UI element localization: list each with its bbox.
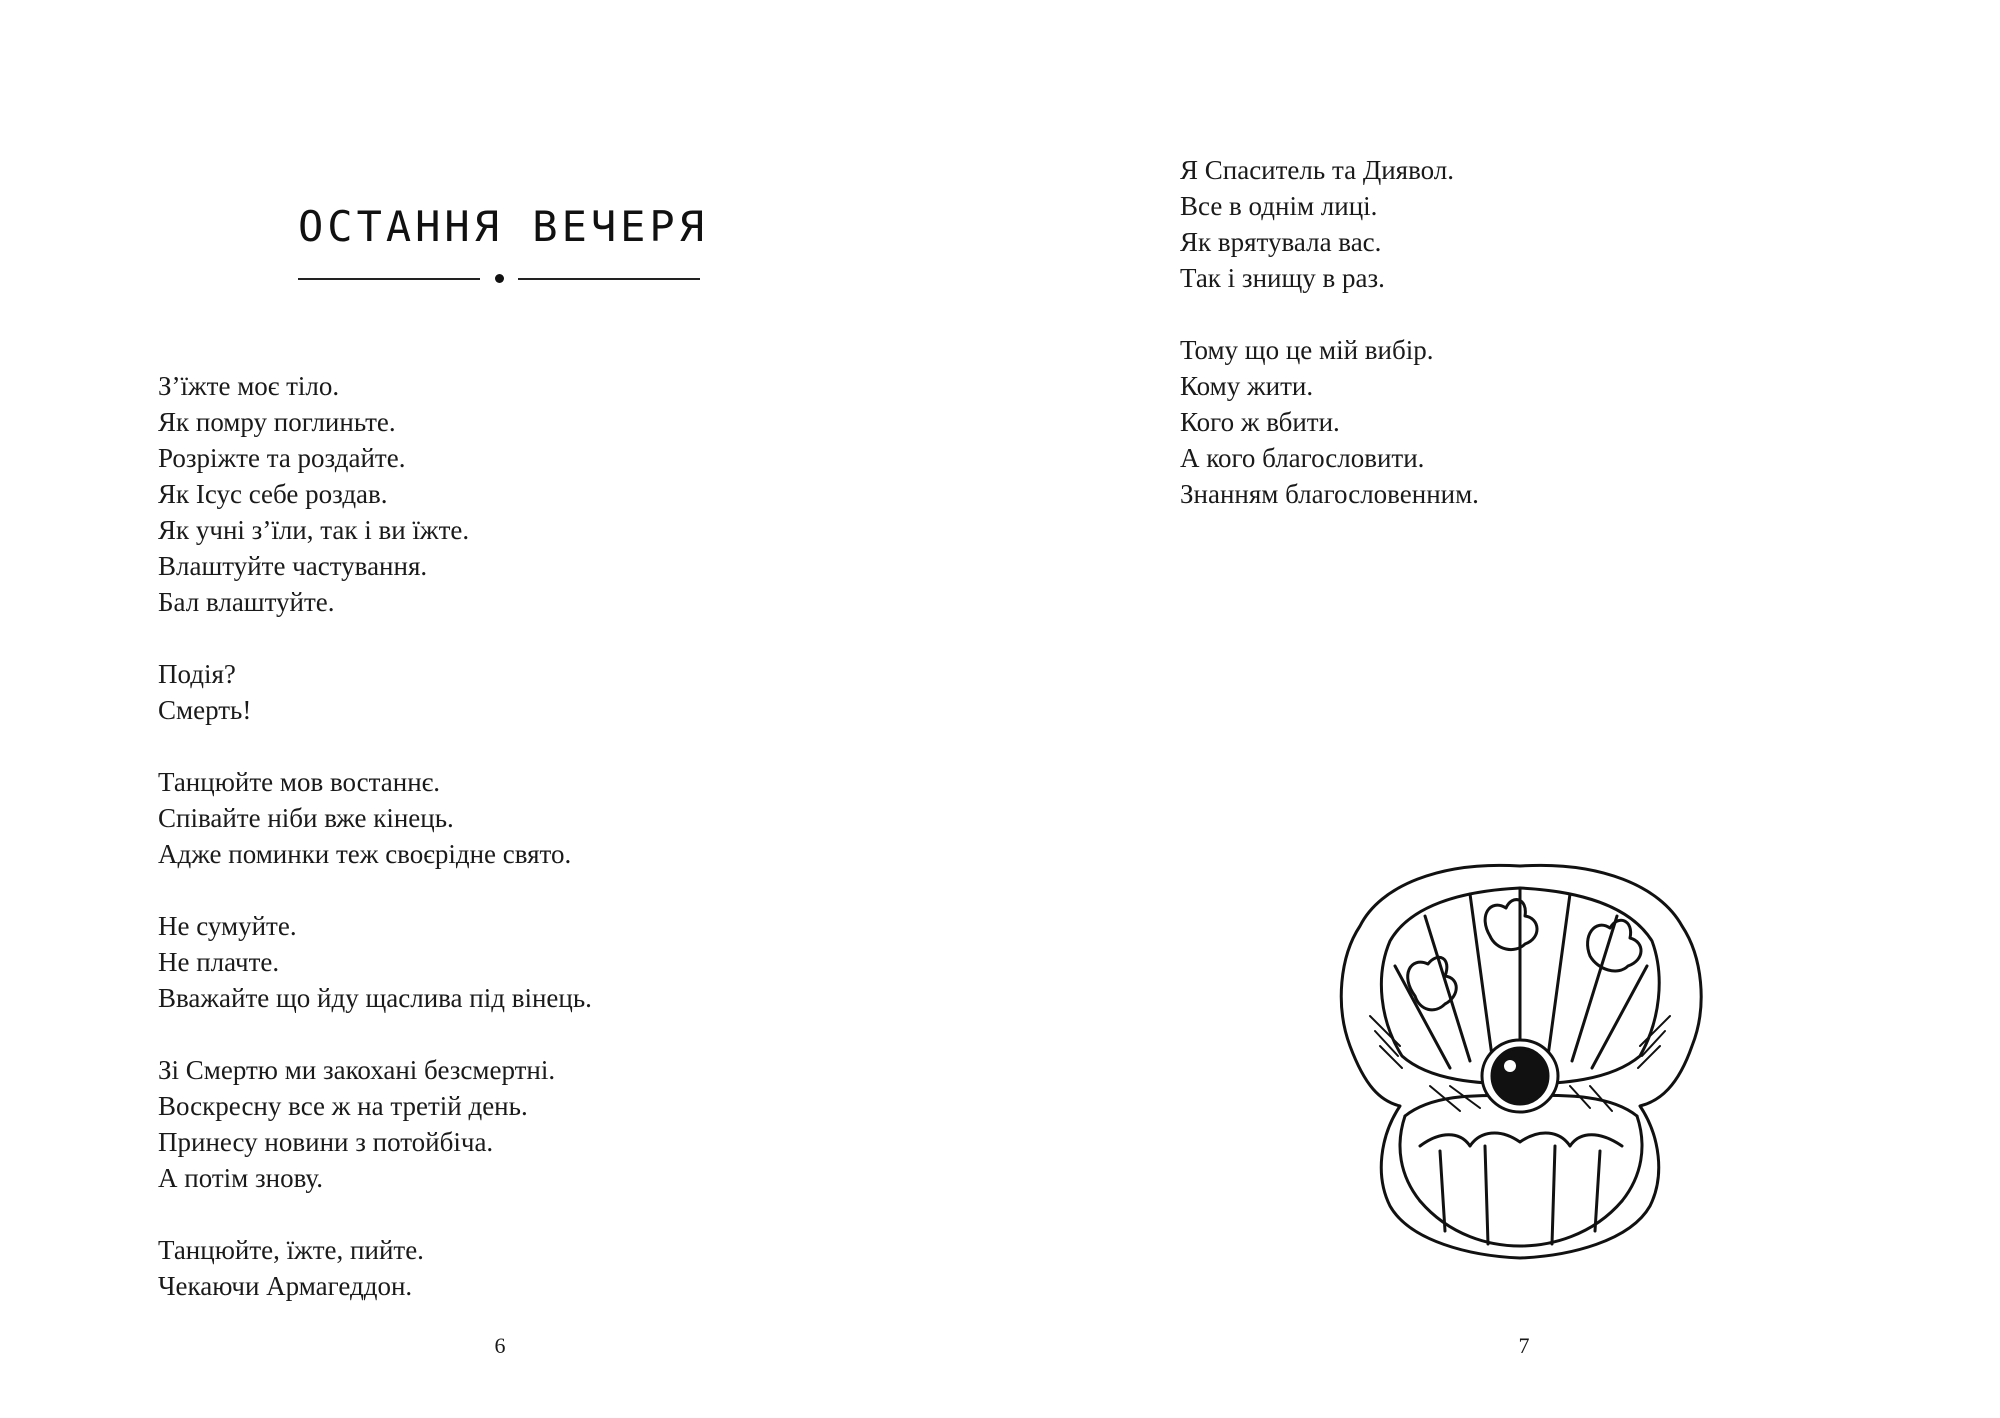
poem-line: Не сумуйте. bbox=[158, 911, 297, 941]
poem-line: Знанням благословенним. bbox=[1180, 479, 1479, 509]
stanza bbox=[158, 656, 592, 728]
poem-line: Смерть! bbox=[158, 695, 252, 725]
poem-line: Воскресну все ж на третій день. bbox=[158, 1091, 528, 1121]
poem-line: Зі Смертю ми закохані безсмертні. bbox=[158, 1055, 556, 1085]
poem-line: Подія? bbox=[158, 659, 236, 689]
poem-line: З’їжте моє тіло. bbox=[158, 371, 340, 401]
stanza bbox=[1180, 152, 1479, 296]
poem-line: Не плачте. bbox=[158, 947, 280, 977]
right-poem bbox=[1180, 152, 1479, 512]
title-ornament bbox=[298, 270, 700, 288]
poem-line: Бал влаштуйте. bbox=[158, 587, 335, 617]
poem-line: Танцюйте мов востаннє. bbox=[158, 767, 441, 797]
poem-line: Принесу новини з потойбіча. bbox=[158, 1127, 494, 1157]
poem-line: Як врятувала вас. bbox=[1180, 227, 1382, 257]
poem-line: Співайте ніби вже кінець. bbox=[158, 803, 454, 833]
stanza bbox=[158, 368, 592, 620]
stanza bbox=[158, 1052, 592, 1196]
ornament-line-left bbox=[298, 278, 480, 280]
poem-line: А кого благословити. bbox=[1180, 443, 1425, 473]
stanza bbox=[158, 1232, 592, 1304]
poem-line: Танцюйте, їжте, пийте. bbox=[158, 1235, 424, 1265]
poem-line: Кому жити. bbox=[1180, 371, 1314, 401]
poem-title: ОСТАННЯ ВЕЧЕРЯ bbox=[298, 202, 709, 251]
poem-line: Чекаючи Армагеддон. bbox=[158, 1271, 413, 1301]
poem-line: А потім знову. bbox=[158, 1163, 323, 1193]
stanza bbox=[158, 908, 592, 1016]
poem-line: Так і знищу в раз. bbox=[1180, 263, 1385, 293]
poem-line: Вважайте що йду щаслива під вінець. bbox=[158, 983, 592, 1013]
poem-line: Тому що це мій вибір. bbox=[1180, 335, 1434, 365]
left-poem bbox=[158, 368, 592, 1304]
poem-line: Розріжте та роздайте. bbox=[158, 443, 406, 473]
ornament-line-right bbox=[518, 278, 700, 280]
poem-line: Все в однім лиці. bbox=[1180, 191, 1378, 221]
poem-line: Я Спаситель та Диявол. bbox=[1180, 155, 1455, 185]
ornament-dot bbox=[495, 274, 504, 283]
stanza bbox=[1180, 332, 1479, 512]
poem-line: Як Ісус себе роздав. bbox=[158, 479, 388, 509]
shell-eye-illustration bbox=[1320, 846, 1722, 1266]
poem-line: Кого ж вбити. bbox=[1180, 407, 1340, 437]
poem-line: Адже поминки теж своєрідне свято. bbox=[158, 839, 572, 869]
poem-line: Як помру поглиньте. bbox=[158, 407, 396, 437]
poem-line: Влаштуйте частування. bbox=[158, 551, 428, 581]
page-number-left: 6 bbox=[494, 1333, 506, 1358]
stanza bbox=[158, 764, 592, 872]
right-page bbox=[1000, 0, 2000, 1418]
poem-line: Як учні з’їли, так і ви їжте. bbox=[158, 515, 470, 545]
page-number-right: 7 bbox=[1518, 1333, 1530, 1358]
title-block bbox=[298, 202, 709, 288]
